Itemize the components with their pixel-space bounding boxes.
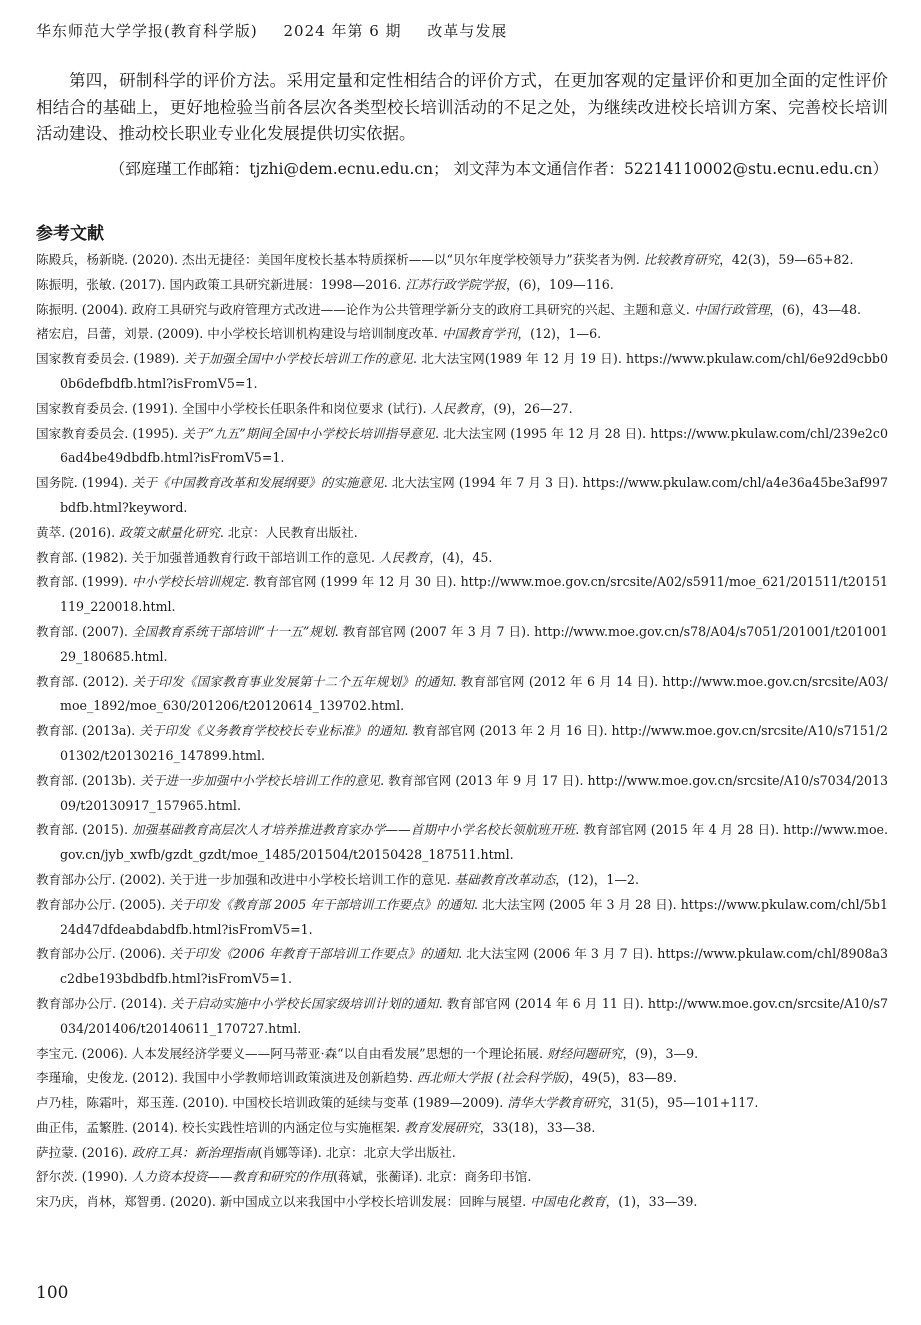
reference-text: 萨拉蒙. (2016). [36,1144,132,1160]
reference-text: . 北京：人民教育出版社. [219,524,358,540]
reference-text: 褚宏启，吕蕾，刘景. (2009). 中小学校长培训机构建设与培训制度改革. [36,326,442,342]
reference-url: http://www.moe.gov.cn/jyb_xwfb/gzdt_gzdt/moe_1485/201504/t20150428_187511.html. [60,822,889,863]
reference-text: . 教育部官网 (2015 年 4 月 28 日). [575,822,784,838]
reference-text: 舒尔茨. (1990). [36,1169,132,1185]
reference-text: ，(9)，26—27. [480,400,573,416]
reference-source: 基础教育改革动态 [454,871,556,887]
reference-item [36,620,888,670]
reference-text: 教育部. (2007). [36,623,132,639]
reference-item [36,322,888,347]
reference-source: 中国教育学刊 [441,326,518,342]
reference-url: http://www.moe.gov.cn/srcsite/A03/moe_1892/moe_630/201206/t20120614_139702.html. [60,673,889,714]
reference-item [36,769,888,819]
reference-text: . 北大法宝网 (2006 年 3 月 7 日). [458,946,658,962]
reference-text: ，33(18)，33—38. [479,1119,596,1135]
reference-item [36,422,888,472]
reference-text: ，31(5)，95—101+117. [608,1095,759,1111]
reference-source: 加强基础教育高层次人才培养推进教育家办学——首期中小学名校长领航班开班 [132,822,576,838]
reference-text: 陈振明，张敏. (2017). 国内政策工具研究新进展：1998—2016. [36,276,406,292]
reference-item [36,1165,888,1190]
body-paragraph: 第四，研制科学的评价方法。采用定量和定性相结合的评价方式，在更加客观的定量评价和更加全面的定性评价相结合的基础上，更好地检验当前各层次各类型校长培训活动的不足之处，为继续改进校长培训方案、完善校长培训活动建设、推动校长职业专业化发展提供切实依据。 [36,71,888,143]
reference-text: 国家教育委员会. (1995). [36,425,183,441]
reference-text: 教育部办公厅. (2006). [36,946,170,962]
reference-source: 财经问题研究 [546,1045,623,1061]
reference-source: 关于《中国教育改革和发展纲要》的实施意见 [131,475,384,491]
reference-source: 关于进一步加强中小学校长培训工作的意见 [139,772,381,788]
reference-source: 政府工具：新治理指南 [131,1144,258,1160]
reference-text: 教育部办公厅. (2002). 关于进一步加强和改进中小学校长培训工作的意见. [36,871,455,887]
reference-text: 陈殿兵，杨新晓. (2020). 杰出无捷径：美国年度校长基本特质探析——以“贝尔年度学校领导力”获奖者为例. [36,252,644,267]
reference-item [36,570,888,620]
reference-item [36,670,888,720]
reference-url: https://www.pkulaw.com/chl/6e92d9cbb00b6defbdfb.html?isFromV5=1. [60,351,888,391]
reference-text: 黄萃. (2016). [36,524,120,540]
reference-item [36,1141,888,1166]
reference-source: 关于“九五”期间全国中小学校长培训指导意见 [182,425,436,441]
reference-source: 关于加强全国中小学校长培训工作的意见 [183,351,413,367]
reference-text: 李宝元. (2006). 人本发展经济学要义——阿马蒂亚·森“以自由看发展”思想的一个理论拓展. [36,1045,547,1061]
reference-item [36,347,888,397]
reference-text: 教育部. (2013a). [36,723,140,739]
reference-source: 关于印发《2006 年教育干部培训工作要点》的通知 [169,946,459,962]
reference-url: http://www.moe.gov.cn/srcsite/A10/s7151/201302/t20130216_147899.html. [60,723,888,763]
author-contact: （郅庭瑾工作邮箱：tjzhi@dem.ecnu.edu.cn； 刘文萍为本文通信作者：52214110002@stu.ecnu.edu.cn） [109,160,888,178]
reference-item [36,546,888,571]
reference-source: 人民教育 [430,400,481,416]
reference-text: 曲正伟，孟繁胜. (2014). 校长实践性培训的内涵定位与实施框架. [36,1119,405,1135]
reference-item [36,992,888,1042]
reference-text: (肖娜等译). 北京：北京大学出版社. [257,1144,456,1160]
reference-url: https://www.pkulaw.com/chl/8908a3c2dbe193bdbdfb.html?isFromV5=1. [60,946,889,987]
reference-item [36,471,888,521]
reference-source: 政策文献量化研究 [119,524,220,540]
reference-item [36,1066,888,1091]
reference-text: 教育部办公厅. (2014). [36,995,171,1011]
reference-url: https://www.pkulaw.com/chl/a4e36a45be3af997bdfb.html?keyword. [60,475,889,515]
reference-text: ，(6)，109—116. [506,276,614,292]
reference-text: . 教育部官网 (2013 年 2 月 16 日). [404,723,612,739]
reference-text: 国家教育委员会. (1991). 全国中小学校长任职条件和岗位要求 (试行). [36,400,431,416]
reference-text: . 教育部官网 (2013 年 9 月 17 日). [380,772,588,788]
running-header [36,20,527,41]
reference-text: ，49(5)，83—89. [569,1070,677,1086]
reference-item [36,248,888,273]
reference-item [36,818,888,868]
reference-text: . 教育部官网 (1999 年 12 月 30 日). [245,574,461,590]
page-number: 100 [36,1283,69,1303]
reference-url: http://www.moe.gov.cn/s78/A04/s7051/201001/t20100129_180685.html. [60,623,888,664]
reference-source: 西北师大学报 (社会科学版) [416,1070,570,1086]
reference-url: https://www.pkulaw.com/chl/239e2c06ad4be49dbdfb.html?isFromV5=1. [60,425,888,466]
reference-item [36,1091,888,1116]
reference-text: ，42(3)，59—65+82. [719,252,854,267]
reference-text: . 教育部官网 (2014 年 6 月 11 日). [438,995,648,1011]
reference-source: 关于印发《义务教育学校校长专业标准》的通知 [139,723,405,739]
reference-source: 关于印发《教育部 2005 年干部培训工作要点》的通知 [169,896,474,912]
reference-text: ，(6)，43—48. [769,301,862,317]
reference-text: ，(9)，3—9. [622,1045,699,1061]
reference-text: . 教育部官网 (2007 年 3 月 7 日). [334,623,535,639]
reference-text: 教育部. (2015). [36,822,133,838]
reference-text: ，(12)，1—6. [517,326,602,342]
section-label: 改革与发展 [427,22,508,40]
reference-item [36,273,888,298]
reference-text: . 教育部官网 (2012 年 6 月 14 日). [452,673,663,689]
reference-item [36,521,888,546]
reference-text: 国家教育委员会. (1989). [36,351,184,367]
reference-source: 中小学校长培训规定 [131,574,246,590]
references-heading: 参考文献 [36,224,104,244]
reference-list [36,248,888,1215]
reference-text: ，(1)，33—39. [605,1194,698,1210]
reference-text: 教育部. (2013b). [36,772,140,788]
reference-item [36,868,888,893]
reference-item [36,1190,888,1215]
issue-label: 2024 年第 6 期 [283,22,402,40]
reference-item [36,719,888,769]
reference-source: 人力资本投资——教育和研究的作用 [131,1169,334,1185]
reference-item [36,298,888,323]
reference-item [36,942,888,992]
reference-url: https://www.pkulaw.com/chl/5b124d47dfdeabdabdfb.html?isFromV5=1. [60,896,888,937]
reference-source: 关于启动实施中小学校长国家级培训计划的通知 [170,995,439,1011]
reference-text: 宋乃庆，肖林，郑智勇. (2020). 新中国成立以来我国中小学校长培训发展：回眸与展望. [36,1194,531,1210]
reference-source: 比较教育研究 [643,252,720,267]
reference-text: ，(12)，1—2. [555,871,639,887]
reference-source: 关于印发《国家教育事业发展第十二个五年规划》的通知 [132,673,453,689]
reference-source: 中国电化教育 [530,1194,606,1210]
reference-text: . 北大法宝网 (2005 年 3 月 28 日). [473,896,681,912]
reference-text: 教育部. (1999). [36,574,132,590]
reference-source: 清华大学教育研究 [507,1095,609,1111]
reference-url: http://www.moe.gov.cn/srcsite/A02/s5911/moe_621/201511/t20151119_220018.html. [60,574,888,615]
reference-source: 江苏行政学院学报 [405,276,507,292]
reference-text: 教育部. (1982). 关于加强普通教育行政干部培训工作的意见. [36,549,379,565]
reference-text: (蒋斌，张蘅译). 北京：商务印书馆. [333,1169,532,1185]
reference-source: 教育发展研究 [404,1119,480,1135]
reference-text: 国务院. (1994). [36,475,132,491]
reference-item [36,397,888,422]
reference-item [36,1116,888,1141]
reference-text: . 北大法宝网(1989 年 12 月 19 日). [412,351,627,367]
journal-name: 华东师范大学学报(教育科学版) [36,22,258,40]
reference-text: . 北大法宝网 (1994 年 7 月 3 日). [383,475,583,491]
reference-url: http://www.moe.gov.cn/srcsite/A10/s7034/201406/t20140611_170727.html. [60,995,889,1036]
reference-source: 全国教育系统干部培训“十一五”规划 [131,623,335,639]
reference-item [36,1042,888,1067]
reference-url: http://www.moe.gov.cn/srcsite/A10/s7034/201309/t20130917_157965.html. [60,772,889,813]
reference-text: 教育部办公厅. (2005). [36,896,170,912]
reference-text: 陈振明. (2004). 政府工具研究与政府管理方式改进——论作为公共管理学新分支的政府工具研究的兴起、主题和意义. [36,301,694,317]
reference-source: 中国行政管理 [693,301,770,317]
reference-text: ，(4)，45. [429,549,493,565]
reference-source: 人民教育 [378,549,430,565]
reference-text: 教育部. (2012). [36,673,133,689]
reference-text: . 北大法宝网 (1995 年 12 月 28 日). [435,425,651,441]
reference-item [36,893,888,943]
reference-text: 李瑾瑜，史俊龙. (2012). 我国中小学教师培训政策演进及创新趋势. [36,1070,417,1086]
reference-text: 卢乃桂，陈霜叶，郑玉莲. (2010). 中国校长培训政策的延续与变革 (1989—2009). [36,1095,508,1111]
